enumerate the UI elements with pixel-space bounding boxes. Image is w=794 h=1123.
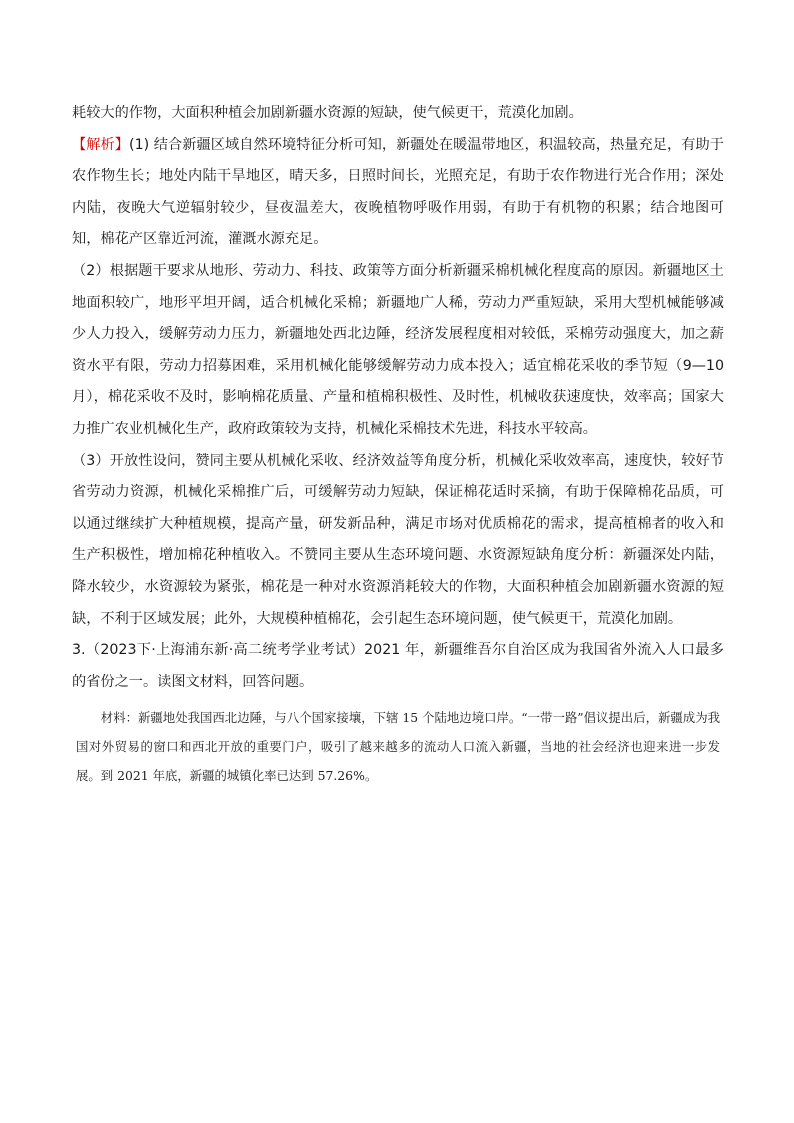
question-3-stem: 3.（2023下·上海浦东新·高二统考学业考试）2021 年，新疆维吾尔自治区成为我国省外流入人口最多的省份之一。读图文材料，回答问题。 bbox=[72, 642, 724, 690]
analysis-part-3: （3）开放性设问，赞同主要从机械化采收、经济效益等角度分析，机械化采收效率高，速度快，较好节省劳动力资源，机械化采棉推广后，可缓解劳动力短缺，保证棉花适时采摘，有助于保障棉花品质，可以通过继续扩大种植规模，提高产量，研发新品种，满足市场对优质棉花的需求，提高植棉者的收入和生产积极性，增加棉花种植收入。不赞同主要从生态环境问题、水资源短缺角度分析：新疆深处内陆，降水较少，水资源较为紧张，棉花是一种对水资源消耗较大的作物，大面积种植会加剧新疆水资源的短缺，不利于区域发展；此外，大规模种植棉花，会引起生态环境问题，使气候更干，荒漠化加剧。 bbox=[72, 452, 724, 627]
previous-answer-continuation: 耗较大的作物，大面积种植会加剧新疆水资源的短缺，使气候更干，荒漠化加剧。 bbox=[72, 105, 583, 121]
analysis-part-1 bbox=[72, 130, 724, 256]
analysis-part-1-text: (1) 结合新疆区域自然环境特征分析可知，新疆处在暖温带地区，积温较高，热量充足，有助于农作物生长；地处内陆干旱地区，晴天多，日照时间长，光照充足，有助于农作物进行光合作用；深处内陆，夜晚大气逆辐射较少，昼夜温差大，夜晚植物呼吸作用弱，有助于有机物的积累；结合地图可知，棉花产区靠近河流，灌溉水源充足。 bbox=[72, 136, 724, 248]
analysis-tag: 【解析】 bbox=[72, 136, 130, 153]
page-content bbox=[72, 98, 724, 803]
question-3-material: 材料：新疆地处我国西北边陲，与八个国家接壤，下辖 15 个陆地边境口岸。“一带一路”倡议提出后，新疆成为我国对外贸易的窗口和西北开放的重要门户，吸引了越来越多的流动人口流入新疆，当地的社会经济也迎来进一步发展。到 2021 年底，新疆的城镇化率已达到 57.26%。 bbox=[76, 710, 720, 783]
analysis-part-2: （2）根据题干要求从地形、劳动力、科技、政策等方面分析新疆采棉机械化程度高的原因。新疆地区土地面积较广，地形平坦开阔，适合机械化采棉；新疆地广人稀，劳动力严重短缺，采用大型机械能够减少人力投入，缓解劳动力压力，新疆地处西北边陲，经济发展程度相对较低，采棉劳动强度大，加之薪资水平有限，劳动力招募困难，采用机械化能够缓解劳动力成本投入；适宜棉花采收的季节短（9—10 月），棉花采收不及时，影响棉花质量、产量和植棉积极性、及时性，机械收获速度快，效率高；国家大力推广农业机械化生产，政府政策较为支持，机械化采棉技术先进，科技水平较高。 bbox=[72, 262, 724, 437]
